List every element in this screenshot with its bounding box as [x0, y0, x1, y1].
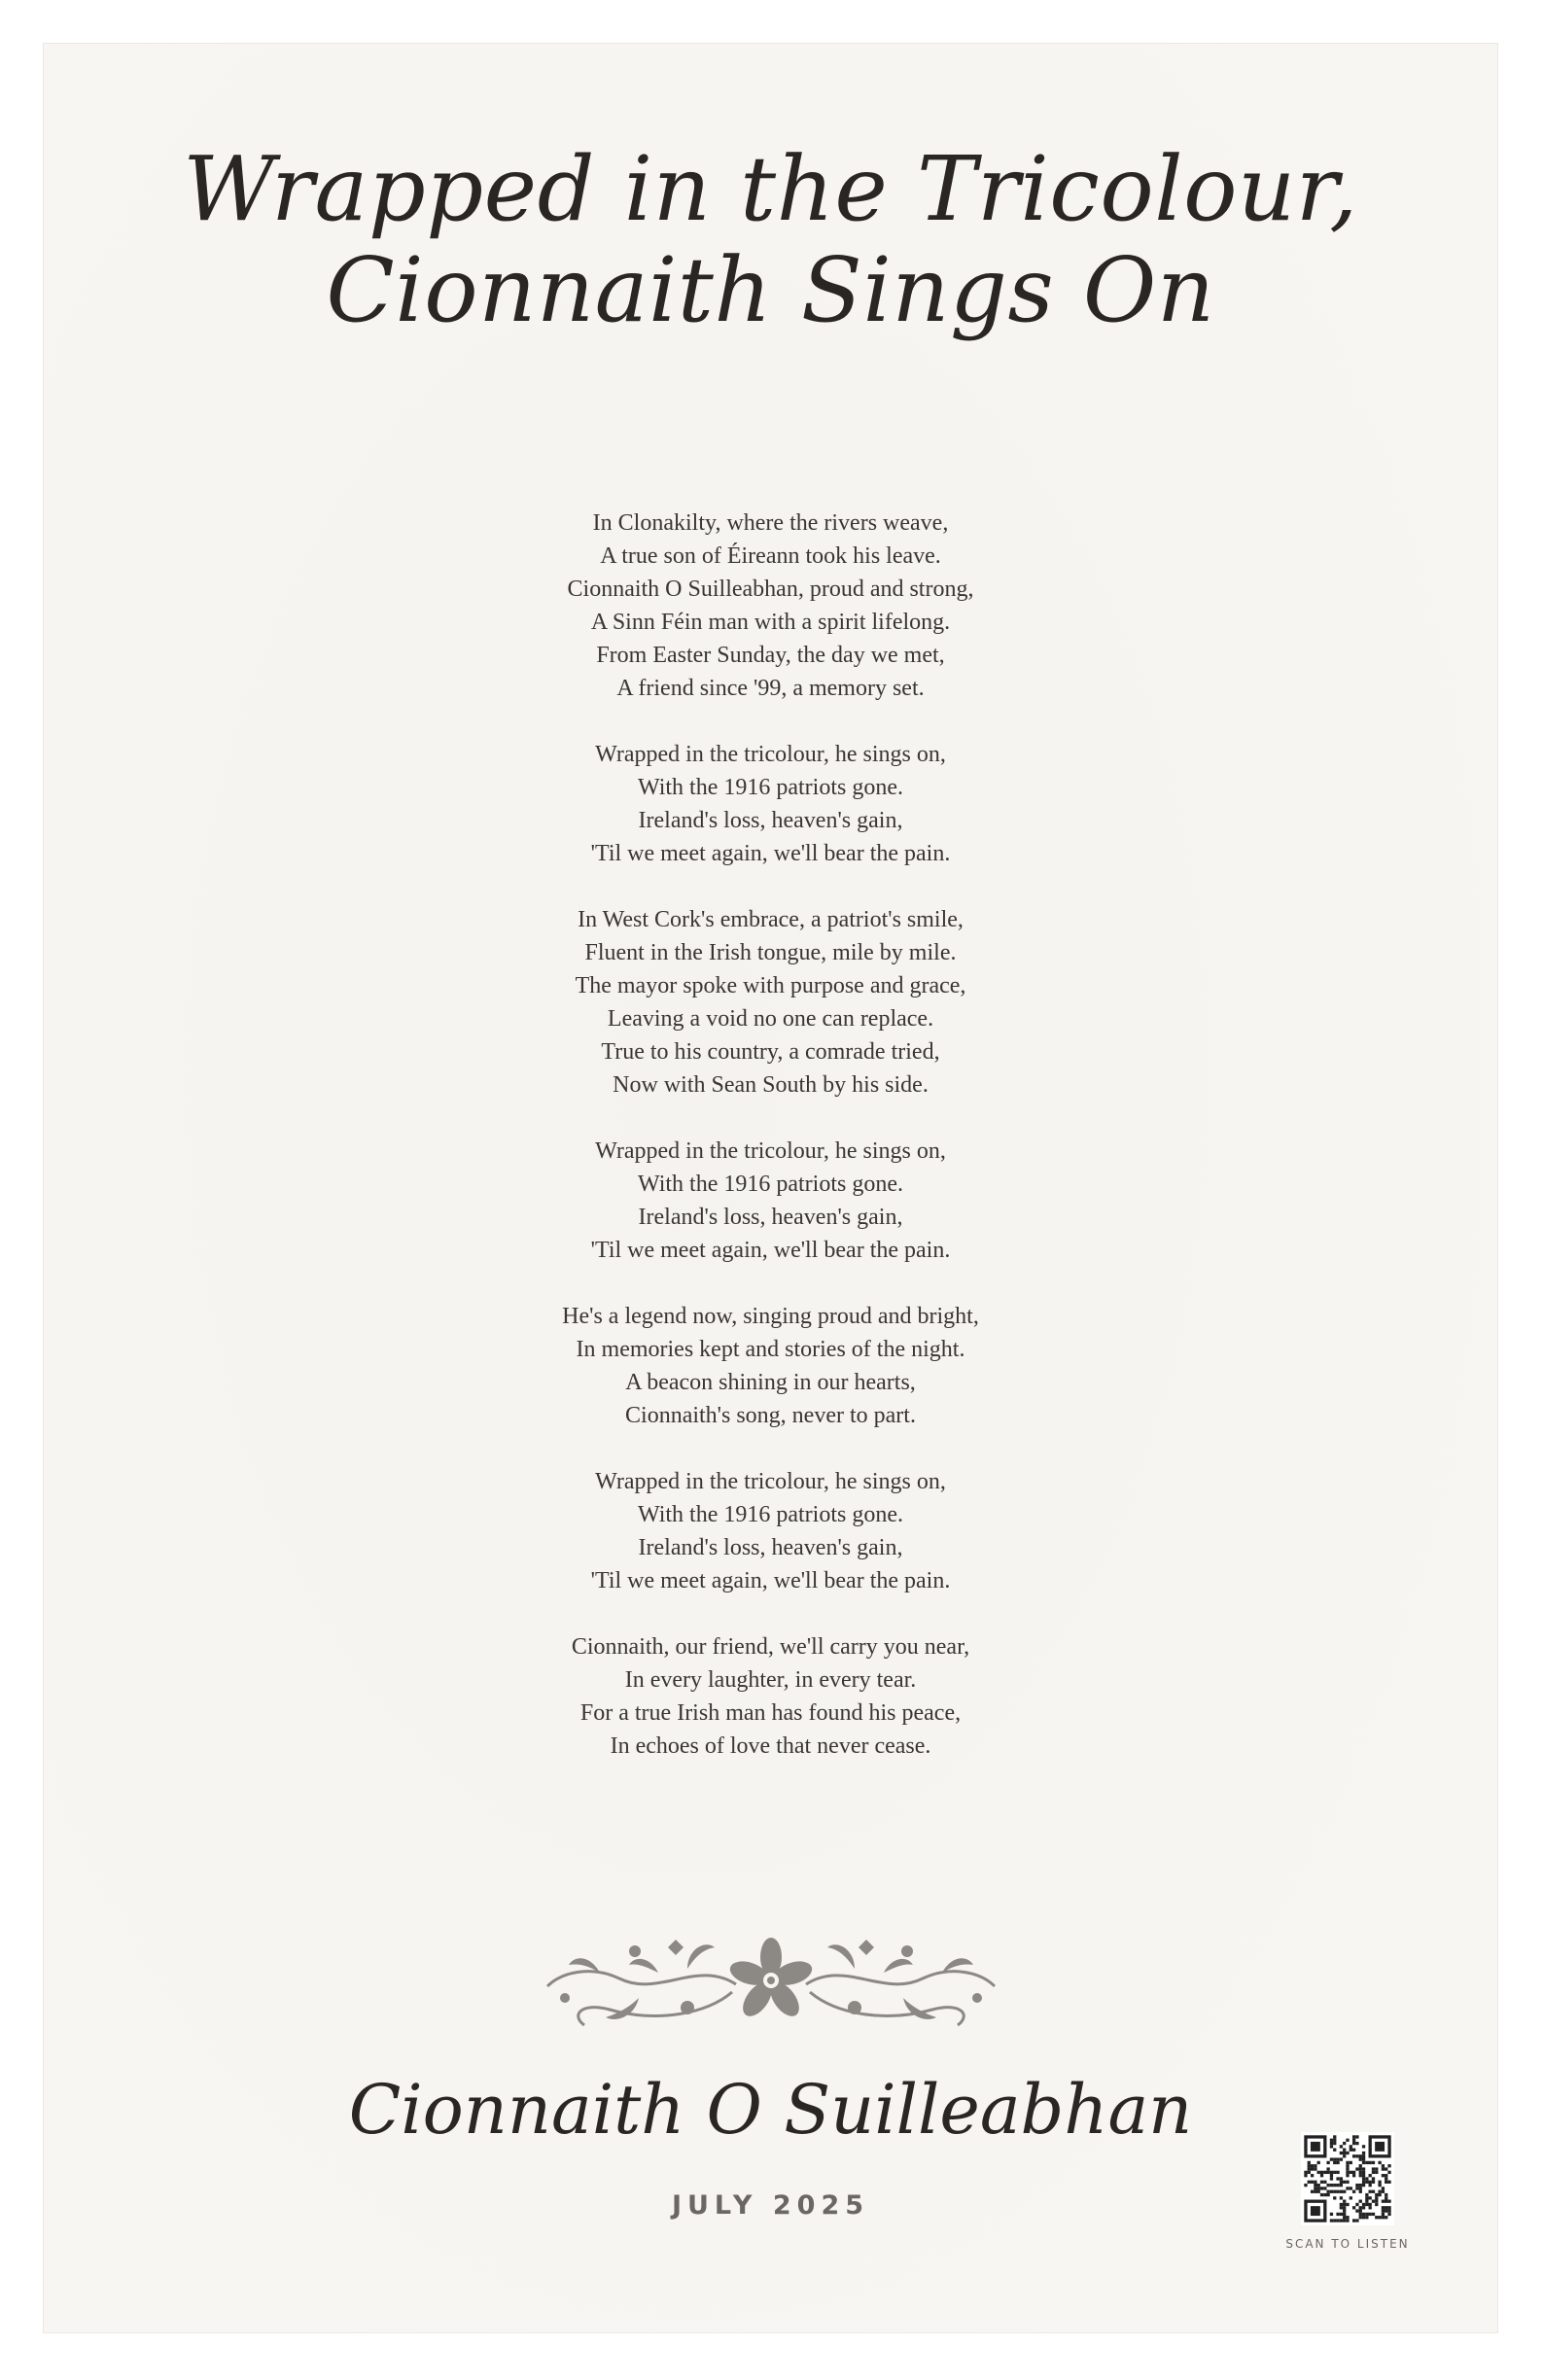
- poem-stanza: [44, 1300, 1497, 1432]
- poem-line: 'Til we meet again, we'll bear the pain.: [590, 841, 951, 866]
- qr-block: [1270, 2132, 1425, 2251]
- poem-line: With the 1916 patriots gone.: [638, 1502, 903, 1527]
- poem-line: True to his country, a comrade tried,: [601, 1039, 940, 1065]
- poem-line: Now with Sean South by his side.: [613, 1072, 929, 1098]
- poem-line: In Clonakilty, where the rivers weave,: [592, 510, 949, 536]
- poem-line: With the 1916 patriots gone.: [638, 775, 903, 800]
- poem-stanza: [44, 507, 1497, 705]
- floral-flourish-icon: [542, 1930, 1000, 2037]
- poem-line: In echoes of love that never cease.: [610, 1733, 931, 1759]
- poem-line: Ireland's loss, heaven's gain,: [638, 808, 903, 833]
- poem-stanza: [44, 1135, 1497, 1267]
- poem-line: 'Til we meet again, we'll bear the pain.: [590, 1238, 951, 1263]
- poem-lyrics: [44, 507, 1497, 1763]
- poem-stanza: [44, 1465, 1497, 1597]
- poem-line: 'Til we meet again, we'll bear the pain.: [590, 1568, 951, 1593]
- poem-line: Wrapped in the tricolour, he sings on,: [595, 742, 946, 767]
- poem-line: In memories kept and stories of the night.: [576, 1337, 965, 1362]
- poem-line: A Sinn Féin man with a spirit lifelong.: [590, 610, 951, 635]
- poem-line: Leaving a void no one can replace.: [607, 1006, 934, 1032]
- poem-line: From Easter Sunday, the day we met,: [596, 643, 945, 668]
- poem-line: In West Cork's embrace, a patriot's smile,: [578, 907, 964, 932]
- qr-caption: SCAN TO LISTEN: [1285, 2237, 1410, 2251]
- poem-line: Ireland's loss, heaven's gain,: [638, 1205, 903, 1230]
- poem-title-line: Cionnaith Sings On: [326, 238, 1215, 342]
- poem-line: Ireland's loss, heaven's gain,: [638, 1535, 903, 1560]
- poem-line: In every laughter, in every tear.: [624, 1667, 917, 1693]
- author-name: Cionnaith O Suilleabhan: [348, 2070, 1193, 2150]
- poem-line: For a true Irish man has found his peace,: [579, 1700, 962, 1726]
- poem-stanza: [44, 1630, 1497, 1763]
- poem-date: JULY 2025: [671, 2190, 870, 2221]
- poem-line: With the 1916 patriots gone.: [638, 1172, 903, 1197]
- poem-line: Cionnaith's song, never to part.: [625, 1403, 916, 1428]
- poem-line: A true son of Éireann took his leave.: [600, 543, 941, 569]
- poem-title-line: Wrapped in the Tricolour,: [183, 137, 1358, 241]
- poem-line: The mayor spoke with purpose and grace,: [575, 973, 966, 998]
- poem-stanza: [44, 738, 1497, 870]
- qr-code-icon[interactable]: [1301, 2132, 1394, 2225]
- poster: [43, 43, 1498, 2333]
- poem-line: Wrapped in the tricolour, he sings on,: [595, 1138, 946, 1164]
- poem-title: [44, 139, 1497, 341]
- poem-line: Wrapped in the tricolour, he sings on,: [595, 1469, 946, 1494]
- poem-line: Cionnaith, our friend, we'll carry you near,: [571, 1634, 970, 1660]
- poem-line: He's a legend now, singing proud and bright,: [562, 1304, 979, 1329]
- poem-line: A friend since '99, a memory set.: [616, 676, 925, 701]
- poem-stanza: [44, 903, 1497, 1102]
- poem-line: A beacon shining in our hearts,: [625, 1370, 916, 1395]
- poem-line: Fluent in the Irish tongue, mile by mile.: [584, 940, 957, 965]
- poem-line: Cionnaith O Suilleabhan, proud and strong,: [567, 577, 974, 602]
